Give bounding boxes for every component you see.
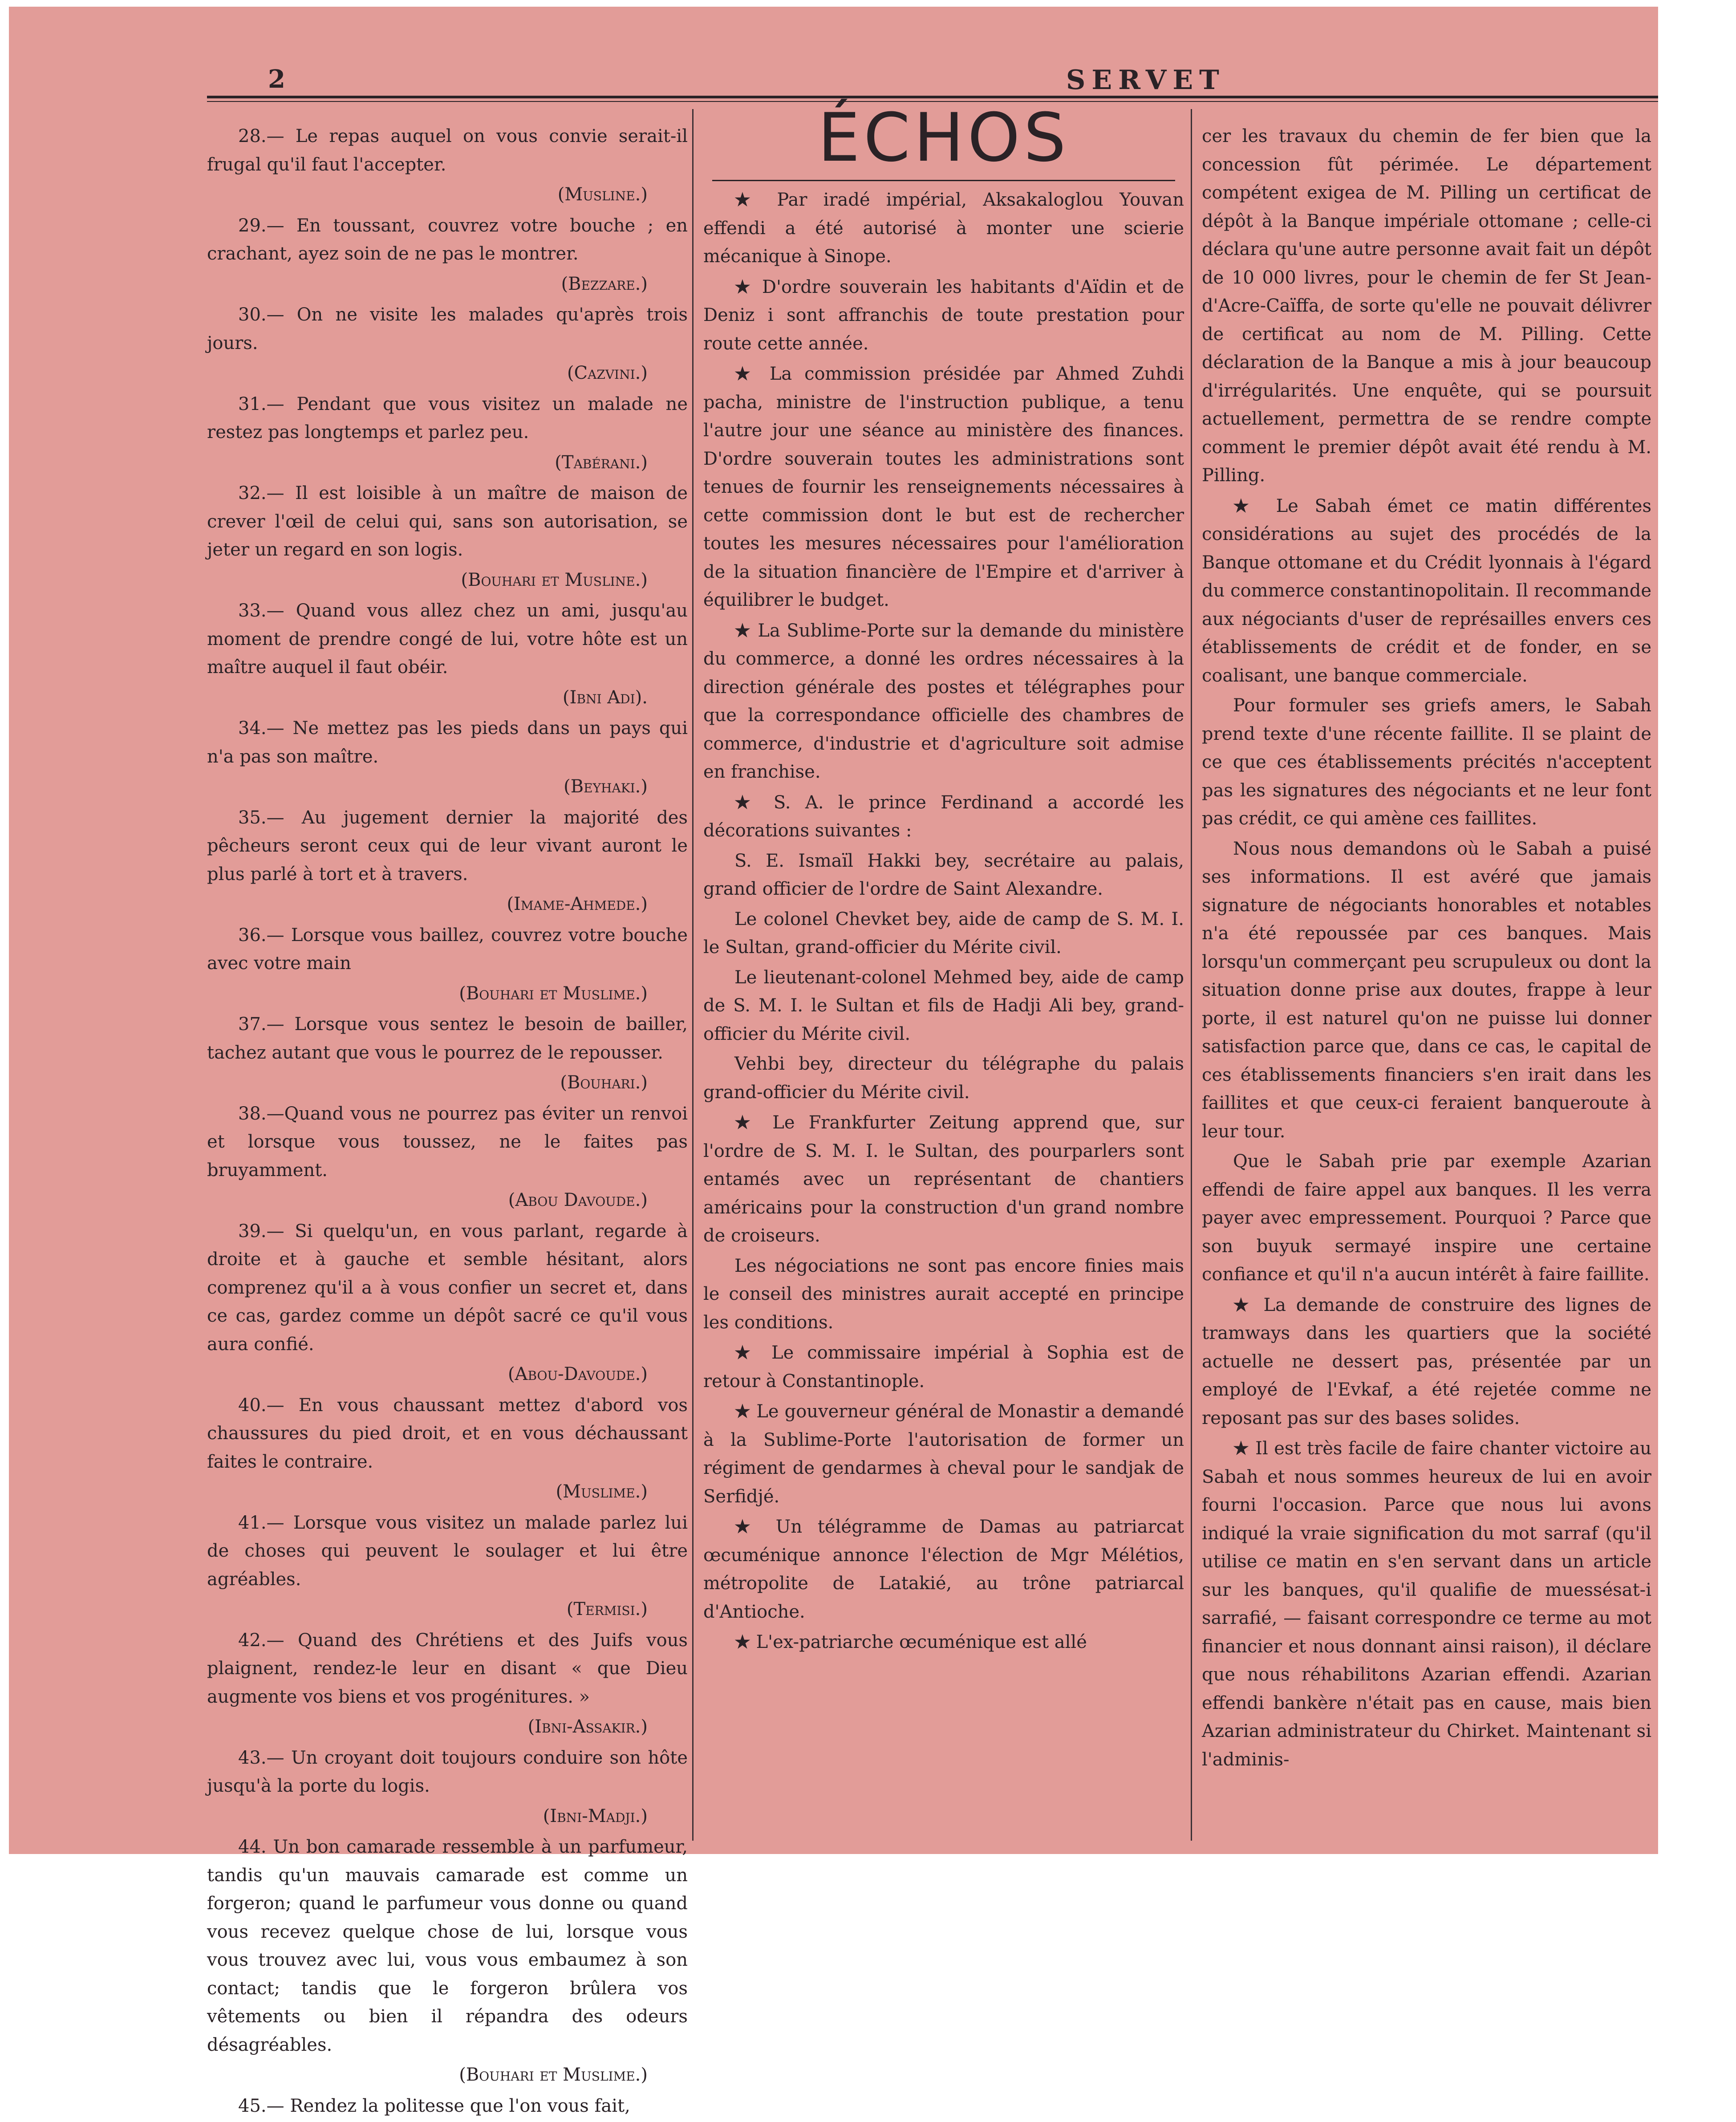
echo-text: La Sublime-Porte sur la demande du ministère du commerce, a donné les ordres nécessaires à la direction générale des postes et télégraphes pour que la correspondance officielle des chambres de commerce, d'industrie et d'agriculture soit admise en franchise. [703,620,1184,782]
maxim-source: (Beyhaki.) [564,776,648,797]
maxim-text: 36.— Lorsque vous baillez, couvrez votre bouche avec votre main [207,925,688,974]
maxim-source: (Cazvini.) [567,363,648,383]
echo-text: Le colonel Chevket bey, aide de camp de S. M. I. le Sultan, grand-officier du Mérite civil. [703,909,1184,958]
maxim-text: 37.— Lorsque vous sentez le besoin de bailler, tachez autant que vous le pourrez de le repousser. [207,1014,688,1063]
maxim-text: 34.— Ne mettez pas les pieds dans un pays qui n'a pas son maître. [207,718,688,767]
echo-text: Les négociations ne sont pas encore finies mais le conseil des ministres aurait accepté en principe les conditions. [703,1255,1184,1333]
maxim-text: 33.— Quand vous allez chez un ami, jusqu'au moment de prendre congé de lui, votre hôte est un maître auquel il faut obéir. [207,600,688,678]
echo-text: S. E. Ismaïl Hakki bey, secrétaire au palais, grand officier de l'ordre de Saint Alexandre. [703,850,1184,899]
echo-text: Le Frankfurter Zeitung apprend que, sur l'ordre de S. M. I. le Sultan, des pourparlers sont entamés avec un représentant de chantiers américains pour la construction d'un grand nombre de croiseurs. [703,1112,1184,1246]
star-icon: ★ [734,1342,758,1363]
maxim-source: (Abou Davoude.) [508,1190,648,1210]
echo-item [703,847,1184,904]
newspaper-page [9,7,1658,2116]
maxim-text: 29.— En toussant, couvrez votre bouche ; en crachant, ayez soin de ne pas le montrer. [207,215,688,264]
column-divider-left [692,109,694,1841]
echo-text: S. A. le prince Ferdinand a accordé les décorations suivantes : [703,792,1184,841]
title-rule [712,180,1175,181]
star-icon: ★ [734,363,757,384]
echo-text: Vehbi bey, directeur du télégraphe du palais grand-officier du Mérite civil. [703,1054,1184,1103]
article-paragraph [1202,1148,1651,1289]
section-title: ÉCHOS [818,99,1070,177]
masthead-rule [207,96,1658,98]
column-maxims [207,122,688,2122]
article-paragraph [1202,492,1651,690]
maxim-source: (Ibni Adi). [563,687,648,708]
echo-item [703,1108,1184,1250]
echo-item [703,1339,1184,1396]
star-icon: ★ [734,1631,750,1652]
maxim-text: 45.— Rendez la politesse que l'on vous fait, [238,2095,630,2116]
maxim-source: (Tabérani.) [555,452,648,473]
paragraph-text: Pour formuler ses griefs amers, le Sabah prend texte d'une récente faillite. Il se plaint de ce que ces établissements précités n'acceptent pas les signatures des négociants et ne leur font pas crédit, ce qui amène ces faillites. [1202,695,1651,829]
echo-item [703,360,1184,615]
article-paragraph [1202,1434,1651,1774]
maxim-text: 28.— Le repas auquel on vous convie serait-il frugal qu'il faut l'accepter. [207,126,688,175]
maxim-text: 42.— Quand des Chrétiens et des Juifs vous plaignent, rendez-le leur en disant « que Dieu augmente vos biens et vos progénitures. » [207,1630,688,1707]
paragraph-text: Que le Sabah prie par exemple Azarian effendi de faire appel aux banques. Il les verra payer avec empressement. Pourquoi ? Parce que son buyuk sermayé inspire une certaine confiance et qu'il n'a aucun intérêt à faire faillite. [1202,1151,1651,1285]
star-icon: ★ [1233,1294,1253,1315]
maxim-text: 43.— Un croyant doit toujours conduire son hôte jusqu'à la porte du logis. [207,1747,688,1796]
maxim-source: (Abou-Davoude.) [507,1364,648,1384]
echo-item [703,1050,1184,1107]
echo-text: L'ex-patriarche œcuménique est allé [756,1632,1087,1652]
echos-list [703,186,1184,1657]
masthead [209,65,1656,100]
maxim-text: 31.— Pendant que vous visitez un malade ne restez pas longtemps et parlez peu. [207,394,688,442]
maxim-source: (Imame-Ahmede.) [507,894,648,914]
column-continuation [1202,122,1651,1776]
star-icon: ★ [734,276,754,297]
maxim-source: (Bouhari et Muslime.) [459,983,648,1004]
star-icon: ★ [734,791,759,813]
column-divider-right [1191,109,1192,1841]
paragraph-text: La demande de construire des lignes de tramways dans les quartiers que la société actuelle ne dessert pas, présentée par un employé de l'Evkaf, a été rejetée comme ne reposant pas sur des bases solides. [1202,1294,1652,1428]
maxim-source: (Ibni-Assakir.) [527,1716,648,1737]
echo-item [703,964,1184,1049]
maxim-source: (Termisi.) [566,1599,648,1619]
maxim-text: 35.— Au jugement dernier la majorité des pêcheurs seront ceux qui de leur vivant auront le plus parlé à tort et à travers. [207,807,688,885]
article-paragraph [1202,122,1651,490]
maxim-source: (Bouhari et Musline.) [461,569,648,590]
maxim-source: (Musline.) [557,184,648,205]
maxim-text: 41.— Lorsque vous visitez un malade parlez lui de choses qui peuvent le soulager et lui être agréables. [207,1512,688,1590]
maxim-text: 44. Un bon camarade ressemble à un parfumeur, tandis qu'un mauvais camarade est comme un forgeron; quand le parfumeur vous donne ou quand vous recevez quelque chose de lui, lorsque vous vous trouvez avec lui, vous vous embaumez à son contact; tandis que le forgeron brûlera vos vêtements ou bien il répandra des odeurs désagréables. [207,1837,688,2055]
echo-text: Un télégramme de Damas au patriarcat œcuménique annonce l'élection de Mgr Mélétios, métropolite de Latakié, au trône patriarcal d'Antioche. [703,1517,1184,1622]
echo-text: Le commissaire impérial à Sophia est de retour à Constantinople. [703,1343,1184,1392]
echo-item [703,1397,1184,1511]
star-icon: ★ [1233,1438,1249,1459]
echo-item [703,1628,1184,1657]
maxim-text: 38.—Quand vous ne pourrez pas éviter un renvoi et lorsque vous toussez, ne le faites pas bruyamment. [207,1103,688,1181]
paragraph-text: cer les travaux du chemin de fer bien que la concession fût périmée. Le département compétent exigea de M. Pilling un certificat de dépôt à la Banque impériale ottomane ; celle-ci déclara qu'une autre personne avait fait un dépôt de 10 000 livres, pour le chemin de fer St Jean-d'Acre-Caïffa, de sorte qu'elle ne pouvait délivrer de certificat au nom de M. Pilling. Cette déclaration de la Banque a mis à jour beaucoup d'irrégularités. Une enquête, qui se poursuit actuellement, permettra de se rendre compte comment le premier dépôt avait été rendu à M. Pilling. [1202,126,1651,486]
star-icon: ★ [734,1401,751,1422]
maxim-text: 32.— Il est loisible à un maître de maison de crever l'œil de celui qui, sans son autorisation, se jeter un regard en son logis. [207,483,688,560]
star-icon: ★ [734,1112,759,1133]
echo-item [703,273,1184,358]
star-icon: ★ [734,189,761,210]
star-icon: ★ [734,1516,760,1537]
maxim-source: (Bouhari.) [560,1072,648,1093]
paragraph-text: Le Sabah émet ce matin différentes considérations au sujet des procédés de la Banque ottomane et du Crédit lyonnais à l'égard du commerce constantinopolitain. Il recommande aux négociants d'user de représailles envers ces établissements de crédit et de fonder, en se coalisant, une banque commerciale. [1202,495,1651,686]
paragraph-text: Nous nous demandons où le Sabah a puisé ses informations. Il est avéré que jamais signature de négociants honorables et notables n'a été repoussée par ces banques. Mais lorsqu'un commerçant peu scrupuleux ou dont la situation donne prise aux doutes, frappe à leur porte, il est naturel qu'on ne puisse lui donner satisfaction parce que, dans ce cas, le capital de ces établissements financiers s'en irait dans les faillites et que ceux-ci feraient banqueroute à leur tour. [1202,838,1651,1142]
maxim-source: (Bouhari et Muslime.) [459,2065,648,2085]
maxim-source: (Ibni-Madji.) [543,1806,648,1826]
paragraph-text: Il est très facile de faire chanter victoire au Sabah et nous sommes heureux de lui en avoir fourni l'occasion. Parce que nous lui avons indiqué la vraie signification du mot sarraf (qu'il utilise ce matin en s'en servant dans un article sur les banques, qu'il qualifie de muessésat-i sarrafié, — faisant correspondre ce terme au mot financier et nous donnant ainsi raison), il déclare que nous réhabilitons Azarian effendi. Azarian effendi bankère n'était pas en cause, mais bien Azarian administrateur du Chirket. Maintenant si l'adminis- [1202,1438,1652,1770]
echo-item [703,617,1184,787]
echo-item [703,1252,1184,1337]
newspaper-title: SERVET [1066,65,1225,96]
article-paragraph [1202,835,1651,1146]
maxim-source: (Muslime.) [556,1481,648,1502]
echo-text: D'ordre souverain les habitants d'Aïdin et de Deniz i sont affranchis de toute prestation pour route cette année. [703,276,1184,354]
maxim-text: 40.— En vous chaussant mettez d'abord vos chaussures du pied droit, et en vous déchaussant faites le contraire. [207,1395,688,1472]
maxim-text: 30.— On ne visite les malades qu'après trois jours. [207,304,688,353]
echo-text: La commission présidée par Ahmed Zuhdi pacha, ministre de l'instruction publique, a tenu l'autre jour une séance au ministère des finances. D'ordre souverain toutes les administrations sont tenues de fournir les renseignements nécessaires à cette commission dont le but est de rechercher toutes les mesures nécessaires pour l'amélioration de la situation financière de l'Empire et d'arriver à équilibrer le budget. [703,364,1184,610]
column-echos [703,99,1184,1659]
echo-item [703,905,1184,962]
star-icon: ★ [734,620,751,641]
page-number: 2 [268,65,285,94]
article-paragraph [1202,692,1651,833]
maxim-source: (Bezzare.) [561,273,648,294]
echo-text: Par iradé impérial, Aksakaloglou Youvan effendi a été autorisé à monter une scierie mécanique à Sinope. [703,190,1184,267]
echo-text: Le lieutenant-colonel Mehmed bey, aide de camp de S. M. I. le Sultan et fils de Hadji Ali bey, grand-officier du Mérite civil. [703,967,1184,1044]
article-paragraph [1202,1291,1651,1433]
echo-text: Le gouverneur général de Monastir a demandé à la Sublime-Porte l'autorisation de former un régiment de gendarmes à cheval pour le sandjak de Serfidjé. [703,1401,1184,1507]
maxim-text: 39.— Si quelqu'un, en vous parlant, regarde à droite et à gauche et semble hésitant, alors comprenez qu'il a à vous confier un secret et, dans ce cas, gardez comme un dépôt sacré ce qu'il vous aura confié. [207,1221,688,1355]
star-icon: ★ [1233,495,1260,516]
echo-item [703,186,1184,271]
echo-item [703,1513,1184,1626]
echo-item [703,788,1184,845]
